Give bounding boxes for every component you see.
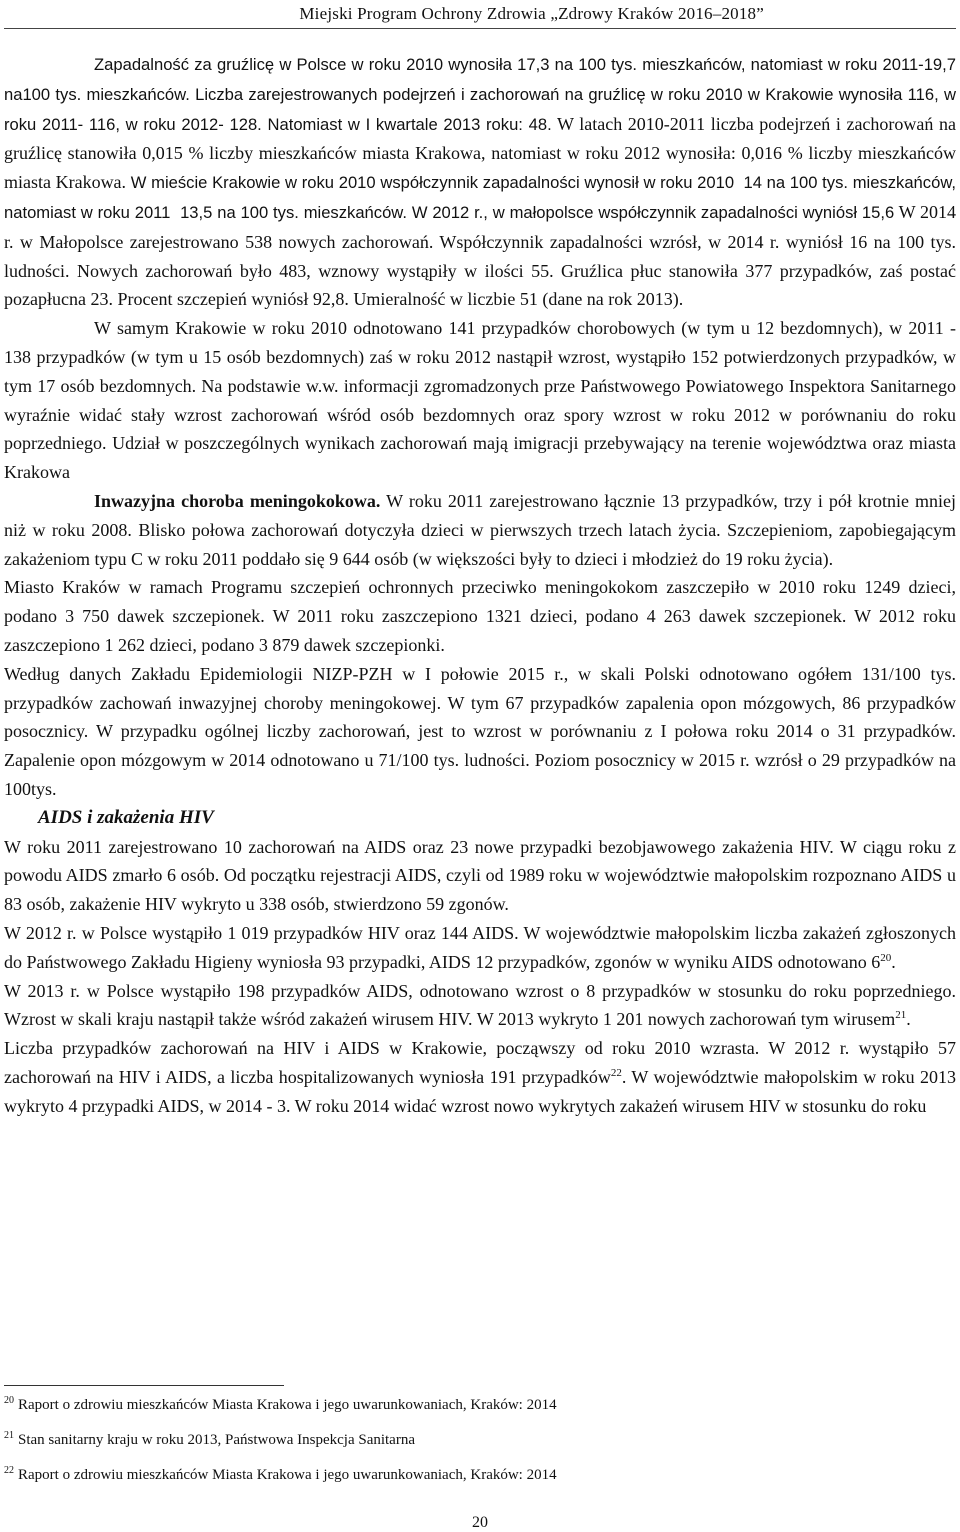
paragraph-hiv-krakow — [4, 1034, 956, 1120]
footnote-ref-20[interactable]: 20 — [880, 951, 892, 964]
header-rule — [4, 28, 956, 29]
paragraph-text: W latach 2010-2011 liczba podejrzeń i zachorowań na gruźlicę stanowiła 0,015 % liczby mieszkańców miasta Krakowa, natomiast w roku 2012 wynosiła: 0,016 % liczby mieszkańców miasta Krakowa. — [4, 113, 956, 193]
paragraph-krakow-cases: W samym Krakowie w roku 2010 odnotowano 141 przypadków chorobowych (w tym u 12 bezdomnych), w 2011 - 138 przypadków (w tym u 15 osób bezdomnych) zaś w roku 2012 nastąpił wzrost, wystąpiło 152 potwierdzonych przypadków, w tym 17 osób bezdomnych. Na podstawie w.w. informacji zgromadzonych prze Państwowego Powiatowego Inspektora Sanitarnego wyraźnie widać stały wzrost zachorowań wśród osób bezdomnych oraz spory wzrost w roku 2012 w porównaniu do roku poprzedniego. Udział w poszczególnych wynikach zachorowań mają imigracji przebywający na terenie województwa oraz miasta Krakowa — [4, 318, 956, 483]
paragraph-text: Zapadalność za gruźlicę w Polsce w roku 2010 wynosiła 17,3 na 100 tys. mieszkańców, natomiast w roku 2011-19,7 na100 tys. mieszkańców. Liczba zarejestrowanych podejrzeń i zachorowań na gruźlicę w roku 2010 w Krakowie wynosiła 116, w roku 2011- 116, w roku 2012- 128. Natomiast w I kwartale 2013 roku: 48. — [4, 55, 956, 134]
footnote-number: 20 — [4, 1395, 14, 1406]
paragraph-aids-2012 — [4, 919, 956, 977]
paragraph-text: W mieście Krakowie w roku 2010 współczynnik zapadalności wynosił w roku 2010 14 na 100 tys. mieszkańców, natomiast w roku 2011 13,5 na 100 tys. mieszkańców. W 2012 r., w małopolsce współczynnik zapadalności wyniósł 15,6 — [4, 173, 956, 222]
section-title-aids: AIDS i zakażenia HIV — [38, 806, 214, 828]
footnote-text: Stan sanitarny kraju w roku 2013, Państwowa Inspekcja Sanitarna — [18, 1432, 415, 1448]
paragraph-text: . W województwie małopolskim w roku 2013 wykryto 4 przypadki AIDS, w 2014 - 3. W roku 2014 widać wzrost nowo wykrytych zakażeń wirusem HIV w stosunku do roku — [4, 1066, 956, 1116]
paragraph-text: W 2013 r. w Polsce wystąpiło 198 przypadków AIDS, odnotowano wzrost o 8 przypadków w stosunku do roku poprzedniego. Wzrost w skali kraju nastąpił także wśród zakażeń wirusem HIV. W 2013 wykryto 1 201 nowych zachorowań tym wirusem — [4, 980, 956, 1030]
paragraph-text: . — [906, 1009, 911, 1030]
footnotes — [4, 1395, 944, 1500]
paragraph-nizp-data: Według danych Zakładu Epidemiologii NIZP-PZH w I połowie 2015 r., w skali Polski odnotowano ogółem 131/100 tys. przypadków zachowań inwazyjnej choroby meningokowej. W tym 67 przypadków zapalenia opon mózgowych, 86 przypadków posocznicy. W przypadku ogólnej liczby zachorowań, jest to wzrost w porównaniu z I połowa roku 2014 o 31 przypadków. Zapalenie opon mózgowym w 2014 odnotowano u 71/100 tys. ludności. Poziom posocznicy w 2015 r. wzrósł o 29 przypadków na 100tys. — [4, 663, 956, 799]
paragraph-text: Liczba przypadków zachorowań na HIV i AIDS w Krakowie, począwszy od roku 2010 wzrasta. W 2012 r. wystąpiło 57 zachorowań na HIV i AIDS, a liczba hospitalizowanych wyniosła 191 przypadków — [4, 1038, 956, 1087]
footnote-text: Raport o zdrowiu mieszkańców Miasta Krakowa i jego uwarunkowaniach, Kraków: 2014 — [18, 1467, 557, 1483]
footnote-ref-21[interactable]: 21 — [895, 1009, 907, 1022]
paragraph-vaccination: Miasto Kraków w ramach Programu szczepień ochronnych przeciwko meningokokom zaszczepiło w 2010 roku 1249 dzieci, podano 3 750 dawek szczepionek. W 2011 roku zaszczepiono 1321 dzieci, podano 4 263 dawek szczepionek. W 2012 roku zaszczepiono 1 262 dzieci, podano 3 879 dawek szczepionki. — [4, 577, 956, 655]
footnote-ref-22[interactable]: 22 — [610, 1066, 622, 1079]
footnote-22 — [4, 1465, 944, 1485]
paragraph-text: . — [891, 951, 896, 972]
paragraph-text: W roku 2011 zarejestrowano łącznie 13 przypadków, trzy i pół krotnie mniej niż w roku 2008. Blisko połowa zachorowań dotyczyła dzieci w pierwszych trzech latach życia. Szczepieniom, zapobiegającym zakażeniom typu C w roku 2011 poddało się 9 644 osób (w większości były to dzieci i młodzież do 19 roku życia). — [4, 490, 956, 569]
footnote-number: 22 — [4, 1465, 14, 1476]
paragraph-text: W 2014 r. w Małopolsce zarejestrowano 538 nowych zachorowań. Współczynnik zapadalności wzrósł, w 2014 r. wyniósł 16 na 100 tys. ludności. Nowych zachorowań było 483, wznowy wystąpiły w ilości 55. Gruźlica płuc stanowiła 377 przypadków, zaś postać pozapłucna 23. Procent szczepień wyniósł 92,8. Umieralność w liczbie 51 (dane na rok 2013). — [4, 201, 956, 310]
footnote-text: Raport o zdrowiu mieszkańców Miasta Krakowa i jego uwarunkowaniach, Kraków: 2014 — [18, 1397, 557, 1413]
paragraph-meningococcal — [4, 487, 956, 573]
page-number: 20 — [472, 1514, 488, 1531]
meningococcal-heading: Inwazyjna choroba meningokokowa. — [94, 490, 381, 511]
footnote-number: 21 — [4, 1430, 14, 1441]
footnote-20 — [4, 1395, 944, 1415]
document-body — [4, 50, 956, 1120]
paragraph-aids-2013 — [4, 977, 956, 1035]
page-header: Miejski Program Ochrony Zdrowia „Zdrowy Kraków 2016–2018” — [299, 4, 764, 23]
paragraph-aids-2011: W roku 2011 zarejestrowano 10 zachorowań na AIDS oraz 23 nowe przypadki bezobjawowego zakażenia HIV. W ciągu roku z powodu AIDS zmarło 6 osób. Od początku rejestracji AIDS, czyli od 1989 roku w województwie małopolskim rozpoznano AIDS u 83 osób, zakażenie HIV wykryto u 338 osób, stwierdzono 59 zgonów. — [4, 836, 956, 915]
footnote-21 — [4, 1430, 944, 1450]
paragraph-tuberculosis — [4, 50, 956, 314]
footnote-separator — [4, 1385, 284, 1386]
paragraph-text: W 2012 r. w Polsce wystąpiło 1 019 przypadków HIV oraz 144 AIDS. W województwie małopolskim liczba zakażeń zgłoszonych do Państwowego Zakładu Higieny wyniosła 93 przypadki, AIDS 12 przypadków, zgonów w wyniku AIDS odnotowano 6 — [4, 922, 956, 972]
